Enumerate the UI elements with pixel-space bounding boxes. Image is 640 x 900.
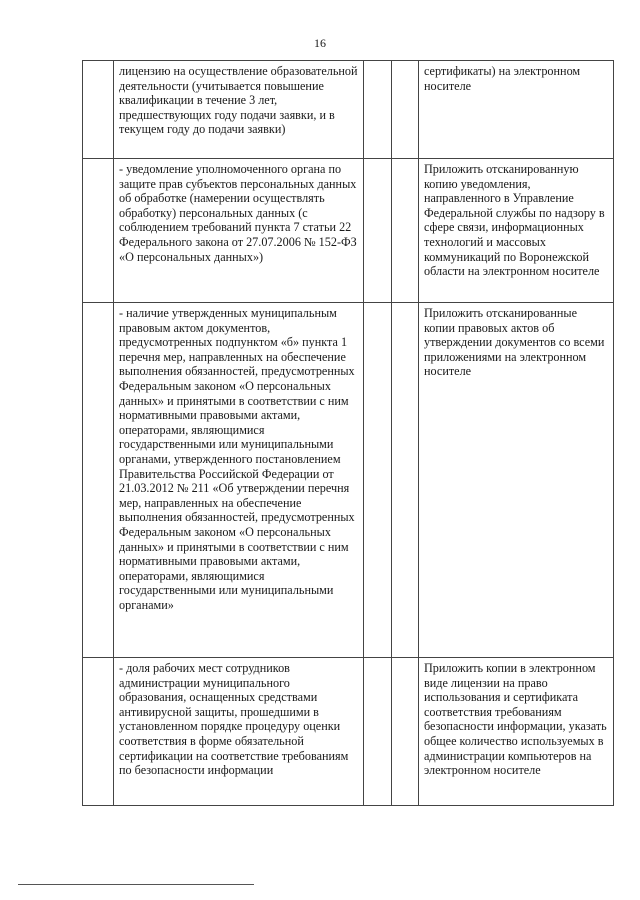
row-number-cell	[83, 61, 114, 159]
description-cell: лицензию на осуществление образовательной деятельности (учитывается повышение квалификации в течение 3 лет, предшествующих году подачи заявки, и в текущем году до подачи заявки)	[114, 61, 364, 159]
row-number-cell	[83, 658, 114, 806]
instruction-cell: сертификаты) на электронном носителе	[419, 61, 614, 159]
table-row	[83, 303, 614, 658]
instruction-cell: Приложить отсканированные копии правовых актов об утверждении документов со всеми приложениями на электронном носителе	[419, 303, 614, 658]
mark-cell	[392, 159, 419, 303]
score-cell	[364, 303, 392, 658]
description-cell: - наличие утвержденных муниципальным правовым актом документов, предусмотренных подпунктом «б» пункта 1 перечня мер, направленных на обеспечение выполнения обязанностей, предусмотренных Федеральным законом «О персональных данных» и принятыми в соответствии с ним нормативными правовыми актами, операторами, являющимися государственными или муниципальными органами, утвержденного постановлением Правительства Российской Федерации от 21.03.2012 № 211 «Об утверждении перечня мер, направленных на обеспечение выполнения обязанностей, предусмотренных Федеральным законом «О персональных данных» и принятыми в соответствии с ним нормативными правовыми актами, операторами, являющимися государственными или муниципальными органами»	[114, 303, 364, 658]
bottom-rule	[18, 884, 254, 885]
score-cell	[364, 159, 392, 303]
mark-cell	[392, 303, 419, 658]
mark-cell	[392, 61, 419, 159]
page-number: 16	[314, 36, 326, 50]
description-cell: - доля рабочих мест сотрудников администрации муниципального образования, оснащенных средствами антивирусной защиты, прошедшими в установленном порядке процедуру оценки соответствия в форме обязательной сертификации на соответствие требованиям по безопасности информации	[114, 658, 364, 806]
table-row	[83, 658, 614, 806]
description-cell: - уведомление уполномоченного органа по защите прав субъектов персональных данных об обработке (намерении осуществлять обработку) персональных данных (с соблюдением требований пункта 7 статьи 22 Федерального закона от 27.07.2006 № 152-ФЗ «О персональных данных»)	[114, 159, 364, 303]
table-row	[83, 61, 614, 159]
row-number-cell	[83, 303, 114, 658]
table-row	[83, 159, 614, 303]
instruction-cell: Приложить отсканированную копию уведомления, направленного в Управление Федеральной службы по надзору в сфере связи, информационных технологий и массовых коммуникаций по Воронежской области на электронном носителе	[419, 159, 614, 303]
instruction-cell: Приложить копии в электронном виде лицензии на право использования и сертификата соответствия требованиям безопасности информации, указать общее количество используемых в администрации компьютеров на электронном носителе	[419, 658, 614, 806]
row-number-cell	[83, 159, 114, 303]
mark-cell	[392, 658, 419, 806]
score-cell	[364, 61, 392, 159]
requirements-table	[82, 60, 614, 806]
score-cell	[364, 658, 392, 806]
